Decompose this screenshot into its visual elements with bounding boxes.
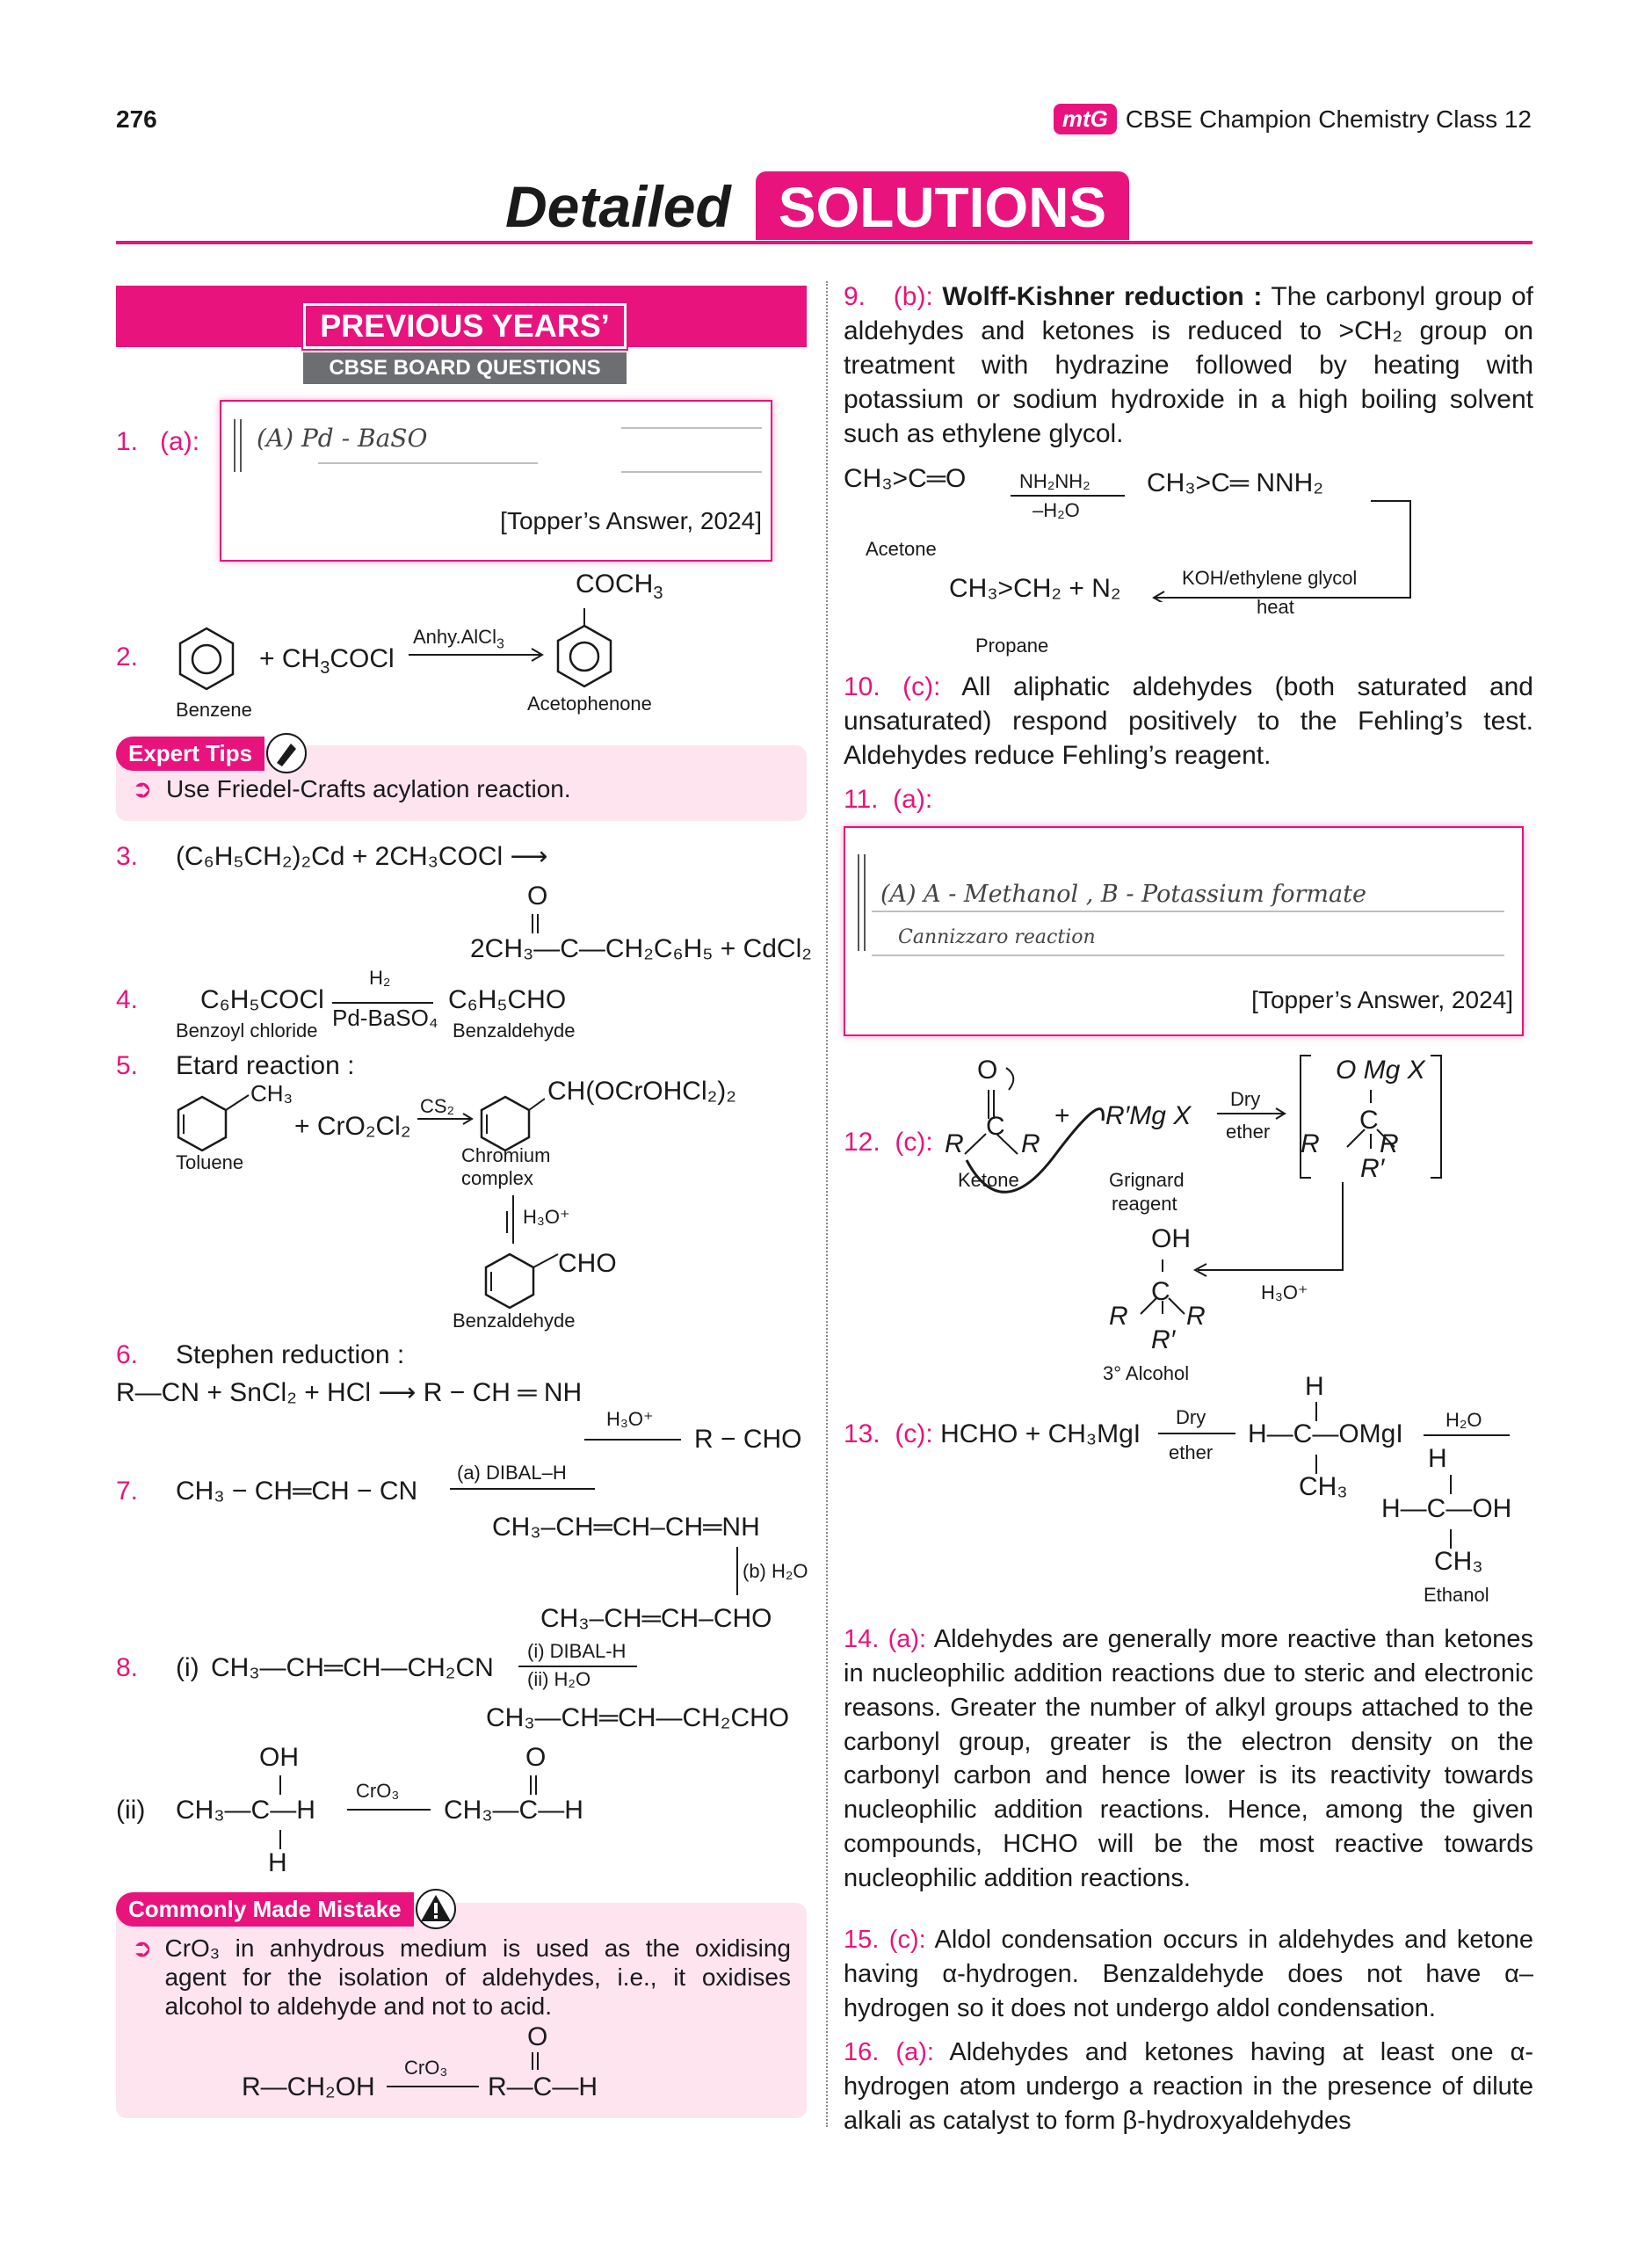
q16-number: 16. xyxy=(844,2038,880,2066)
q7-mid: CH₃–CH═CH–CH═NH xyxy=(492,1513,760,1542)
q1-caption: [Topper’s Answer, 2024] xyxy=(500,507,762,534)
q12-r2: R xyxy=(1021,1129,1040,1158)
q9-bold: Wolff-Kishner reduction : xyxy=(942,282,1263,311)
q13-reactants: HCHO + CH₃MgI xyxy=(940,1419,1141,1448)
q8-h: H xyxy=(268,1848,287,1877)
mistake-oxygen: O xyxy=(527,2022,548,2051)
q12-r5: R xyxy=(1109,1302,1128,1331)
mistake-double-bond xyxy=(532,2052,539,2070)
section-title: PREVIOUS YEARS’ xyxy=(303,303,627,349)
q8-part-ii: (ii) xyxy=(116,1796,146,1825)
q8-step-i-1: (i) DIBAL-H xyxy=(527,1640,627,1662)
expert-tips-header xyxy=(116,731,308,775)
q9-label-acetone: Acetone xyxy=(866,538,937,560)
mistake-item xyxy=(132,1934,791,2021)
q13-dry: Dry xyxy=(1176,1406,1206,1428)
q5-label-toluene: Toluene xyxy=(176,1151,244,1173)
q1-topper-answer xyxy=(220,400,772,562)
q8-arrow-i xyxy=(518,1666,637,1667)
q9-answer: (b): xyxy=(893,282,933,311)
q12-h3o: H₃O⁺ xyxy=(1261,1281,1308,1303)
q13-arrow-2 xyxy=(1424,1434,1510,1436)
mistake-reagent: CrO₃ xyxy=(404,2057,448,2079)
q4-reagent-bottom: Pd-BaSO₄ xyxy=(332,1005,438,1031)
q5-down-arrow xyxy=(512,1195,514,1244)
q1-label xyxy=(116,425,199,459)
q5-cs2: CS₂ xyxy=(420,1095,455,1117)
q12-r3: R xyxy=(1301,1129,1320,1158)
q11-topper-answer xyxy=(844,826,1524,1036)
q12-oh: OH xyxy=(1151,1224,1191,1253)
q2-number: 2. xyxy=(116,642,139,671)
q5-ch3: CH₃ xyxy=(250,1080,293,1107)
q7-product: CH₃–CH═CH–CHO xyxy=(540,1604,772,1633)
column-divider xyxy=(826,281,828,2127)
q7-number: 7. xyxy=(116,1477,139,1506)
q5-cho: CHO xyxy=(558,1249,617,1278)
title-rule xyxy=(116,241,1532,244)
q8-reactant-i: CH₃—CH═CH—CH₂CN xyxy=(211,1653,494,1682)
q9-minus-h2o: –H₂O xyxy=(1032,499,1080,521)
q9-hydrazone: CH₃>C═ NNH₂ xyxy=(1147,468,1323,497)
q16-answer: (a): xyxy=(895,2038,934,2066)
q8-oh: OH xyxy=(259,1743,299,1772)
q15-answer: (c): xyxy=(888,1926,926,1954)
page-title xyxy=(505,171,1129,240)
q3-number: 3. xyxy=(116,842,139,871)
q10-number: 10. xyxy=(844,672,880,701)
q11-hand-line1: (A) A - Methanol , B - Potassium formate xyxy=(880,881,1366,908)
q9-number: 9. xyxy=(844,282,866,311)
q8-reactant-ii: CH₃—C—H xyxy=(176,1796,315,1825)
q13-mid: H—C—OMgI xyxy=(1248,1419,1403,1448)
q1-answer: (a): xyxy=(160,427,200,456)
q12-label-grignard-2: reagent xyxy=(1112,1193,1177,1215)
q8-oxygen: O xyxy=(525,1743,547,1772)
q13-answer: (c): xyxy=(895,1419,933,1448)
q9-nh2nh2: NH₂NH₂ xyxy=(1019,470,1090,492)
q9-koh: KOH/ethylene glycol xyxy=(1182,567,1358,589)
mistake-header xyxy=(116,1887,458,1931)
q14-text: Aldehydes are generally more reactive than ketones in nucleophilic addition reactions due to steric and electronic reasons. Greater the number of alkyl groups attached to the carbonyl group, greater is the electron density on the carbonyl carbon and hence lower is its reactivity towards nucleophilic addition reactions. Hence, among the given compounds, HCHO will be the most reactive towards nucleophilic addition reactions. xyxy=(844,1625,1533,1893)
q15-number: 15. xyxy=(844,1926,880,1954)
q1-number: 1. xyxy=(116,427,139,456)
q6-line2: R − CHO xyxy=(694,1425,802,1454)
q9-text: The carbonyl group of aldehydes and ketones is reduced to >CH₂ group on treatment with hydrazine followed by heating with potassium or sodium hydroxide in a high boiling solvent such as ethylene glycol. xyxy=(844,282,1533,448)
q3-reactants: (C₆H₅CH₂)₂Cd + 2CH₃COCl ⟶ xyxy=(176,842,548,871)
q13-h-top: H xyxy=(1305,1372,1324,1401)
q8-product-i: CH₃—CH═CH—CH₂CHO xyxy=(486,1703,790,1732)
q13-product: H—C—OH xyxy=(1381,1494,1512,1523)
q13-h2: H xyxy=(1428,1444,1447,1473)
q12-r4: R xyxy=(1380,1129,1399,1158)
q8-arrow-ii xyxy=(347,1809,431,1811)
q12-c2: C xyxy=(1359,1106,1379,1135)
q6-arrow xyxy=(584,1439,681,1441)
q5-label-benzaldehyde: Benzaldehyde xyxy=(453,1310,576,1332)
page-number: 276 xyxy=(116,105,157,133)
q8-step-i-2: (ii) H₂O xyxy=(527,1668,591,1690)
book-header xyxy=(1054,104,1532,134)
q4-number: 4. xyxy=(116,985,139,1014)
q3-oxygen: O xyxy=(527,882,548,911)
q14-text-block xyxy=(844,1622,1533,1896)
mistake-text: CrO₃ in anhydrous medium is used as the oxidising agent for the isolation of aldehydes, i.e., it oxidises alcohol to aldehyde and not to acid. xyxy=(164,1934,791,2021)
q10-text: All aliphatic aldehydes (both saturated and unsaturated) respond positively to the Fehling’s test. Aldehydes reduce Fehling’s reagent. xyxy=(844,672,1533,770)
q13-h2o: H₂O xyxy=(1446,1409,1482,1431)
q16-text-block xyxy=(844,2036,1533,2138)
q11-hand-line2: Cannizzaro reaction xyxy=(898,926,1096,948)
q5-title: Etard reaction : xyxy=(176,1051,355,1080)
q12-rprime: R′ xyxy=(1360,1154,1385,1183)
q1-hand-text: (A) Pd - BaSO xyxy=(257,424,428,453)
q13-arrow-1 xyxy=(1158,1433,1235,1434)
arrow-bullet-icon: ➲ xyxy=(132,775,153,802)
q12-answer: (c): xyxy=(895,1128,933,1157)
q11-caption: [Topper’s Answer, 2024] xyxy=(1251,986,1513,1013)
q12-rprime-2: R′ xyxy=(1151,1325,1176,1354)
q7-arrow-a xyxy=(450,1488,595,1490)
q12-c3: C xyxy=(1151,1277,1170,1306)
q10-text-block xyxy=(844,670,1533,773)
expert-tips-text: Use Friedel-Crafts acylation reaction. xyxy=(166,775,571,802)
brand-logo: mtG xyxy=(1054,104,1117,134)
section-subtitle: CBSE BOARD QUESTIONS xyxy=(303,352,627,384)
mistake-arrow xyxy=(387,2086,479,2087)
q8-product-ii: CH₃—C—H xyxy=(444,1796,583,1825)
q5-complex-group: CH(OCrOHCl₂)₂ xyxy=(547,1077,736,1106)
warning-icon xyxy=(414,1887,458,1931)
q16-text: Aldehydes and ketones having at least one α-hydrogen atom undergo a reaction in the presence of dilute alkali as catalyst to form β-hydroxyaldehydes xyxy=(844,2038,1533,2135)
q9-acetone: CH₃>C═O xyxy=(844,464,967,493)
q12-ether: ether xyxy=(1226,1121,1271,1143)
q8-part-i: (i) xyxy=(176,1653,199,1682)
q2-reagent: + $CH_3COCl$ xyxy=(259,644,395,678)
q12-grignard: R′Mg X xyxy=(1105,1101,1192,1130)
mistake-label: Commonly Made Mistake xyxy=(116,1892,414,1927)
title-left: Detailed xyxy=(505,174,731,239)
q5-number: 5. xyxy=(116,1051,139,1080)
q15-text-block xyxy=(844,1923,1533,2026)
q8-number: 8. xyxy=(116,1653,139,1682)
q7-reactant: CH₃ − CH═CH − CN xyxy=(176,1477,418,1506)
q8-double-bond xyxy=(530,1775,537,1795)
acetophenone-ring-icon xyxy=(558,626,611,686)
title-right: SOLUTIONS xyxy=(756,171,1129,240)
q2-catalyst: Anhy.AlCl$_3$ xyxy=(413,626,504,652)
q8-bond-top xyxy=(279,1775,281,1795)
q12-label-ketone: Ketone xyxy=(958,1169,1019,1191)
q7-step-b: (b) H₂O xyxy=(743,1560,808,1582)
q13-ch3b: CH₃ xyxy=(1434,1547,1483,1576)
q13-label-ethanol: Ethanol xyxy=(1424,1584,1489,1606)
q4-product: C₆H₅CHO xyxy=(448,985,567,1014)
q13-number: 13. xyxy=(844,1419,880,1448)
benzene-ring-icon xyxy=(180,628,233,689)
q13-ether: ether xyxy=(1169,1441,1214,1463)
q5-reagent: + CrO₂Cl₂ xyxy=(294,1112,411,1141)
q6-title: Stephen reduction : xyxy=(176,1340,405,1369)
q4-reagent-top: H₂ xyxy=(369,967,391,989)
q12-label xyxy=(844,1125,933,1159)
q11-number: 11. xyxy=(844,785,879,814)
mistake-reactant: R—CH₂OH xyxy=(242,2072,375,2101)
q5-h3o: H₃O⁺ xyxy=(523,1206,570,1228)
q2-label-benzene: Benzene xyxy=(176,699,252,721)
q12-r6: R xyxy=(1186,1302,1206,1331)
q6-number: 6. xyxy=(116,1340,139,1369)
q8-cro3: CrO₃ xyxy=(356,1780,400,1802)
q4-label-right: Benzaldehyde xyxy=(453,1020,576,1042)
q7-down-arrow xyxy=(736,1547,738,1595)
mistake-product: R—C—H xyxy=(488,2072,598,2101)
q12-c: C xyxy=(986,1112,1005,1141)
arrow-bullet-icon: ➲ xyxy=(132,1934,153,1962)
q12-plus: + xyxy=(1054,1101,1070,1130)
complex-ring-icon xyxy=(482,1097,529,1150)
q9-heat: heat xyxy=(1257,596,1294,618)
q10-answer: (c): xyxy=(902,672,941,701)
q15-text: Aldol condensation occurs in aldehydes and ketone having α-hydrogen. Benzaldehyde does not have α–hydrogen so it does not undergo aldol condensation. xyxy=(844,1926,1533,2022)
q12-label-alcohol: 3° Alcohol xyxy=(1103,1362,1190,1384)
q14-answer: (a): xyxy=(888,1625,927,1653)
q9-label-propane: Propane xyxy=(975,635,1049,657)
q3-product: 2CH₃—C—CH₂C₆H₅ + CdCl₂ xyxy=(470,934,812,963)
q9-propane: CH₃>CH₂ + N₂ xyxy=(949,574,1121,603)
q6-h3o: H₃O⁺ xyxy=(606,1408,654,1430)
q12-label-grignard-1: Grignard xyxy=(1109,1169,1185,1191)
q2-product-group: $COCH_3$ xyxy=(576,570,663,603)
q12-dry: Dry xyxy=(1230,1088,1261,1110)
q12-o: O xyxy=(977,1056,998,1085)
q3-double-bond xyxy=(532,914,539,933)
q5-label-complex-1: Chromium xyxy=(461,1144,551,1166)
q9-arrow-1 xyxy=(1011,495,1125,497)
toluene-ring-icon xyxy=(178,1097,226,1150)
q4-reactant: C₆H₅COCl xyxy=(200,985,324,1014)
q13-label xyxy=(844,1417,1141,1451)
pen-icon xyxy=(264,731,308,775)
q11-label xyxy=(844,782,932,817)
q14-number: 14. xyxy=(844,1625,880,1653)
section-heading xyxy=(303,303,627,384)
q13-ch3: CH₃ xyxy=(1299,1472,1348,1501)
benzaldehyde-ring-icon xyxy=(486,1254,533,1308)
q12-number: 12. xyxy=(844,1128,880,1157)
q12-r1: R xyxy=(945,1129,964,1158)
book-title: CBSE Champion Chemistry Class 12 xyxy=(1125,105,1532,133)
q5-label-complex-2: complex xyxy=(461,1167,533,1189)
expert-tips-item xyxy=(132,773,571,805)
q4-label-left: Benzoyl chloride xyxy=(176,1020,318,1042)
expert-tips-label: Expert Tips xyxy=(116,737,264,771)
q9-text-block xyxy=(844,279,1533,451)
q2-label-acetophenone: Acetophenone xyxy=(527,693,652,715)
q6-line1: R—CN + SnCl₂ + HCl ⟶ R − CH ═ NH xyxy=(116,1378,583,1407)
q12-omgx: O Mg X xyxy=(1336,1056,1425,1085)
q11-answer: (a): xyxy=(893,785,933,814)
q7-step-a: (a) DIBAL–H xyxy=(457,1462,567,1484)
